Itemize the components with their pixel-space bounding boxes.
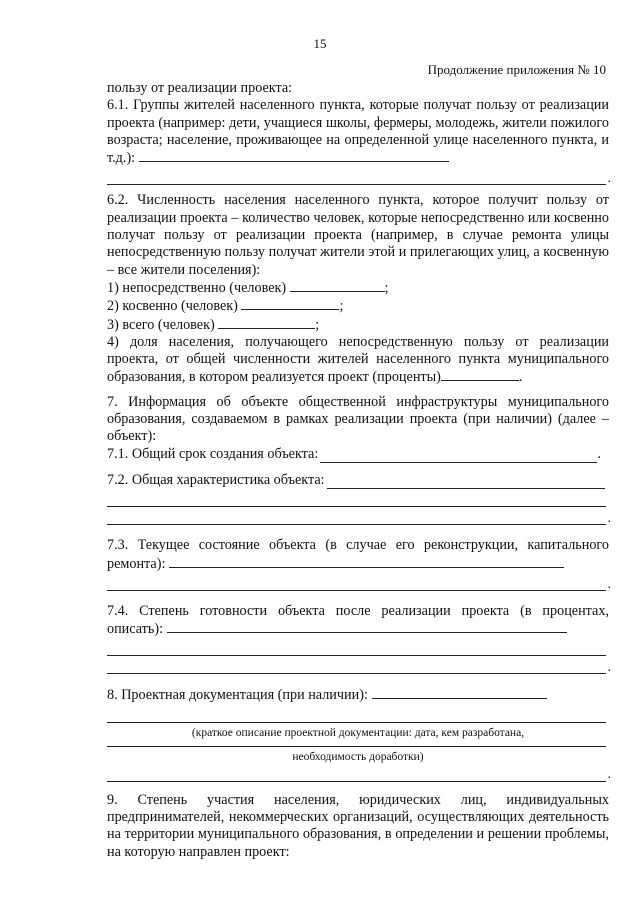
blank-line	[241, 297, 339, 310]
section-7-1: 7.1. Общий срок создания объекта: .	[107, 445, 601, 462]
blank-line	[320, 449, 597, 463]
item-share: 4) доля населения, получающего непосредственную пользу от реализации проекта, от общей численности жителей населенного пункта муниципального образования, в котором реализуется проект (проценты) .	[107, 333, 609, 386]
section-6-1: 6.1. Группы жителей населенного пункта, которые получат пользу от реализации проекта (например: дети, учащиеся школы, фермеры, молодежь, жители пожилого возраста; население, проживающее на определенной улице населенного пункта, и т.д.):	[107, 97, 609, 167]
blank-line	[107, 573, 606, 591]
section-7-3: 7.3. Текущее состояние объекта (в случае его реконструкции, капитального ремонта):	[107, 537, 609, 572]
blank-line	[139, 149, 449, 162]
page-number: 15	[313, 36, 327, 51]
blank-line	[167, 620, 567, 633]
section6-lead: пользу от реализации проекта:	[107, 80, 293, 96]
blank-line	[441, 368, 519, 381]
blank-line	[107, 167, 606, 185]
blank-line	[107, 489, 606, 507]
doc-caption-2: необходимость доработки)	[292, 750, 424, 763]
doc-caption-1: (краткое описание проектной документации: дата, кем разработана,	[191, 726, 525, 739]
blank-line	[107, 638, 606, 656]
item-indirect: 2) косвенно (человек) ;	[107, 298, 344, 315]
section-7-intro: 7. Информация об объекте общественной инфраструктуры муниципального образования, создаваемом в рамках реализации проекта (при наличии) (далее – объект):	[107, 393, 609, 445]
document-body	[107, 80, 609, 861]
continuation-label: Продолжение приложения № 10	[427, 62, 606, 77]
blank-line	[107, 507, 606, 525]
section-9: 9. Степень участия населения, юридических лиц, индивидуальных предпринимателей, некоммерческих организаций, осуществляющих деятельность на территории муниципального образования, в определении и решении проблемы, на которую направлен проект:	[107, 791, 609, 860]
blank-line	[107, 656, 606, 674]
blank-line	[107, 740, 606, 747]
blank-line	[107, 764, 606, 782]
section-7-4: 7.4. Степень готовности объекта после реализации проекта (в процентах, описать):	[107, 602, 609, 638]
blank-line	[218, 316, 315, 329]
item-total: 3) всего (человек) ;	[107, 316, 320, 333]
blank-line	[290, 279, 385, 292]
blank-line	[169, 555, 564, 568]
section-8-title: 8. Проектная документация (при наличии):	[107, 686, 609, 704]
section-6-2: 6.2. Численность населения населенного пункта, которое получит пользу от реализации проекта – количество человек, которые непосредственно или косвенно получат пользу от реализации проекта (например, в случае ремонта улицы непосредственную пользу получат жители этой и прилегающих улиц, а косвенную – все жители поселения):	[107, 192, 609, 278]
blank-line	[372, 686, 547, 699]
item-direct: 1) непосредственно (человек) ;	[107, 279, 389, 296]
blank-line	[107, 705, 606, 723]
section-7-2: 7.2. Общая характеристика объекта:	[107, 472, 605, 489]
blank-line	[327, 475, 605, 489]
